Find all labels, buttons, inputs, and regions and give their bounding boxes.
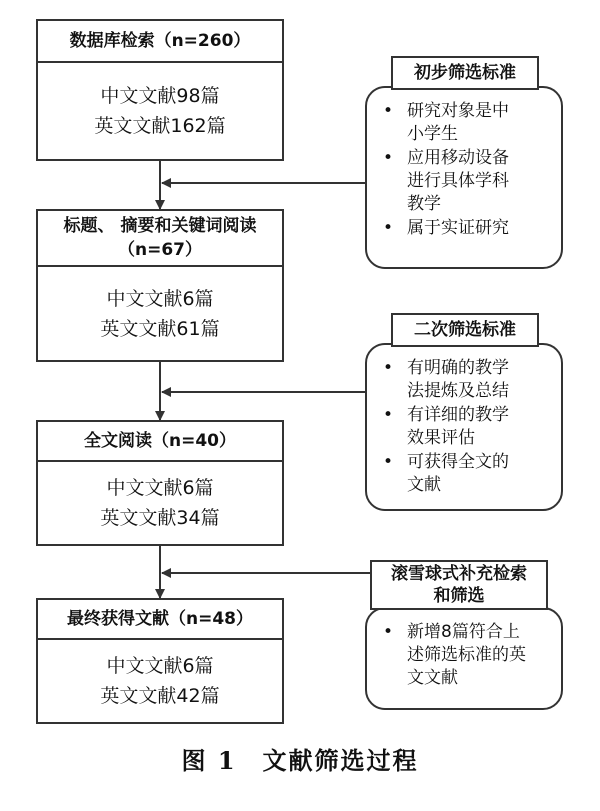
criteria-item-line: 进行具体学科 (407, 171, 509, 191)
criteria-title-line: 初步筛选标准 (414, 63, 516, 83)
stage-item-english: 英文文献42篇 (100, 685, 220, 707)
criteria-secondary-box (365, 343, 563, 511)
criteria-item-line: 小学生 (407, 124, 458, 144)
criteria-item-line: 可获得全文的 (407, 452, 509, 472)
criteria-item-line: 教学 (407, 194, 441, 214)
criteria-item-line: 效果评估 (407, 428, 475, 448)
criteria-item-line: 新增8篇符合上 (407, 622, 520, 642)
stage-title (38, 600, 282, 640)
bullet-icon: • (383, 622, 394, 642)
criteria-item-line: 有明确的教学 (407, 358, 509, 378)
bullet-icon: • (383, 358, 394, 378)
bullet-icon: • (383, 148, 394, 168)
stage-body (38, 63, 282, 159)
stage-title (38, 211, 282, 267)
criteria-item-line: 文文献 (407, 668, 458, 688)
stage-body (38, 462, 282, 544)
stage-title-line: 数据库检索（n=260） (69, 31, 251, 51)
stage-title (38, 422, 282, 462)
stage-final-literature (36, 598, 284, 724)
stage-item-chinese: 中文文献98篇 (100, 85, 220, 107)
stage-full-text-reading (36, 420, 284, 546)
criteria-title-line: 二次筛选标准 (414, 320, 516, 340)
criteria-item-line: 属于实证研究 (407, 218, 509, 238)
stage-title-line: （n=67） (117, 240, 202, 260)
stage-title-line: 最终获得文献（n=48） (66, 609, 253, 629)
criteria-item-line: 法提炼及总结 (407, 381, 509, 401)
criteria-snowball-title (370, 560, 548, 610)
stage-title (38, 21, 282, 63)
criteria-list (381, 621, 551, 690)
stage-item-chinese: 中文文献6篇 (106, 287, 214, 310)
criteria-item-line: 应用移动设备 (407, 148, 509, 168)
criteria-item (381, 404, 551, 450)
criteria-item-line: 研究对象是中 (407, 101, 509, 121)
criteria-item (381, 147, 551, 216)
stage-item-english: 英文文献162篇 (94, 115, 226, 137)
criteria-item (381, 217, 551, 240)
stage-title-abstract-reading (36, 209, 284, 362)
figure-caption: 图 1 文献筛选过程 (181, 746, 419, 775)
criteria-item (381, 357, 551, 403)
stage-title-line: 标题、 摘要和关键词阅读 (63, 216, 257, 236)
criteria-title-line: 和筛选 (433, 586, 485, 606)
criteria-initial-box (365, 86, 563, 269)
criteria-item (381, 451, 551, 497)
stage-item-chinese: 中文文献6篇 (106, 477, 214, 499)
criteria-title-line: 滚雪球式补充检索 (391, 564, 527, 584)
stage-body (38, 267, 282, 360)
criteria-item-line: 述筛选标准的英 (407, 645, 526, 665)
criteria-list (381, 357, 551, 497)
criteria-item-line: 文献 (407, 475, 441, 495)
bullet-icon: • (383, 101, 394, 121)
stage-item-chinese: 中文文献6篇 (106, 655, 214, 677)
criteria-item (381, 621, 551, 690)
stage-item-english: 英文文献61篇 (100, 317, 220, 340)
criteria-list (381, 100, 551, 240)
criteria-item-line: 有详细的教学 (407, 405, 509, 425)
stage-title-line: 全文阅读（n=40） (83, 431, 236, 451)
stage-item-english: 英文文献34篇 (100, 507, 220, 529)
criteria-item (381, 100, 551, 146)
criteria-secondary-title (391, 313, 539, 347)
bullet-icon: • (383, 218, 394, 238)
bullet-icon: • (383, 405, 394, 425)
criteria-snowball-box (365, 607, 563, 710)
stage-body (38, 640, 282, 722)
bullet-icon: • (383, 452, 394, 472)
stage-database-search (36, 19, 284, 161)
criteria-initial-title (391, 56, 539, 90)
